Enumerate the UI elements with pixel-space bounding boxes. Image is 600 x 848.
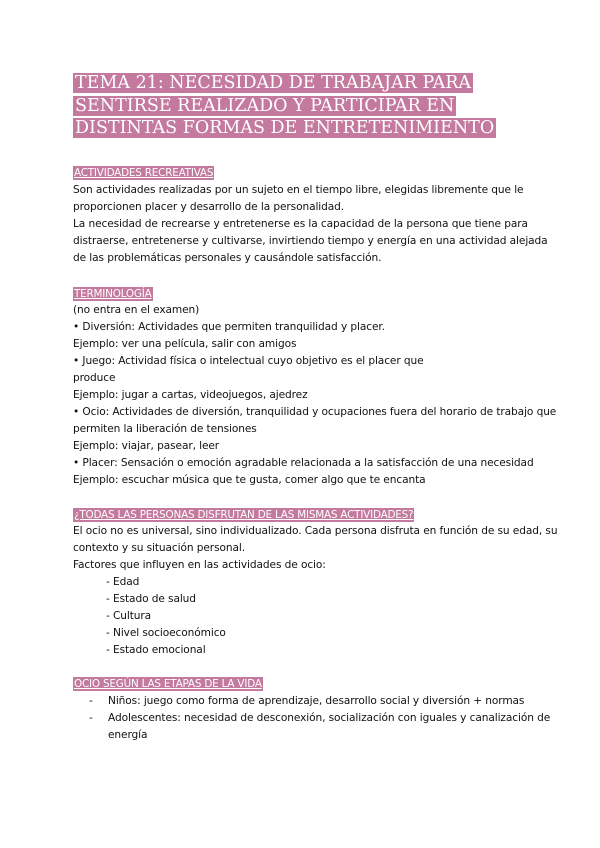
paragraph-line: de las problemáticas personales y causándole satisfacción. bbox=[73, 252, 382, 264]
factor-item: - Edad bbox=[106, 576, 140, 588]
bullet-marker: - bbox=[89, 695, 93, 707]
paragraph-line: Son actividades realizadas por un sujeto en el tiempo libre, elegidas libremente que le bbox=[73, 184, 524, 196]
title-line: SENTIRSE REALIZADO Y PARTICIPAR EN bbox=[75, 95, 455, 116]
term-line: permiten la liberación de tensiones bbox=[73, 423, 257, 435]
title-line: DISTINTAS FORMAS DE ENTRETENIMIENTO bbox=[75, 118, 495, 138]
term-line: • Diversión: Actividades que permiten tranquilidad y placer. bbox=[73, 321, 385, 333]
bullet-marker: - bbox=[89, 712, 93, 724]
term-line: produce bbox=[73, 372, 116, 384]
list-item: energía bbox=[108, 729, 148, 741]
example-line: Ejemplo: ver una película, salir con amigos bbox=[73, 338, 297, 350]
factor-item: - Estado de salud bbox=[106, 593, 196, 605]
term-line: • Juego: Actividad física o intelectual cuyo objetivo es el placer que bbox=[73, 355, 424, 367]
factor-item: - Estado emocional bbox=[106, 644, 206, 656]
factor-item: - Nivel socioeconómico bbox=[106, 627, 226, 639]
paragraph-line: (no entra en el examen) bbox=[73, 304, 200, 316]
list-item: Adolescentes: necesidad de desconexión, socialización con iguales y canalización de bbox=[108, 712, 551, 724]
section-heading-terminologia: TERMINOLOGÍA bbox=[74, 288, 152, 300]
paragraph-line: La necesidad de recrearse y entretenerse es la capacidad de la persona que tiene para bbox=[73, 218, 528, 230]
factor-item: - Cultura bbox=[106, 610, 152, 622]
paragraph-line: Factores que influyen en las actividades de ocio: bbox=[73, 559, 326, 571]
example-line: Ejemplo: jugar a cartas, videojuegos, ajedrez bbox=[73, 389, 308, 401]
paragraph-line: distraerse, entretenerse y cultivarse, invirtiendo tiempo y energía en una actividad alejada bbox=[73, 235, 548, 247]
example-line: Ejemplo: viajar, pasear, leer bbox=[73, 440, 220, 452]
section-heading-etapas: OCIO SEGÚN LAS ETAPAS DE LA VIDA bbox=[74, 678, 262, 690]
page-title bbox=[73, 72, 553, 140]
paragraph-line: El ocio no es universal, sino individualizado. Cada persona disfruta en función de su edad, su bbox=[73, 525, 558, 537]
title-line: TEMA 21: NECESIDAD DE TRABAJAR PARA bbox=[75, 73, 472, 93]
section-heading-recreativas: ACTIVIDADES RECREATIVAS bbox=[74, 167, 214, 179]
term-line: • Ocio: Actividades de diversión, tranquilidad y ocupaciones fuera del horario de trabajo que bbox=[73, 406, 557, 418]
term-line: • Placer: Sensación o emoción agradable relacionada a la satisfacción de una necesidad bbox=[73, 457, 534, 469]
paragraph-line: proporcionen placer y desarrollo de la personalidad. bbox=[73, 201, 345, 213]
section-heading-disfrutan: ¿TODAS LAS PERSONAS DISFRUTAN DE LAS MISMAS ACTIVIDADES? bbox=[74, 509, 414, 521]
list-item: Niños: juego como forma de aprendizaje, desarrollo social y diversión + normas bbox=[108, 695, 525, 707]
example-line: Ejemplo: escuchar música que te gusta, comer algo que te encanta bbox=[73, 474, 426, 486]
paragraph-line: contexto y su situación personal. bbox=[73, 542, 245, 554]
